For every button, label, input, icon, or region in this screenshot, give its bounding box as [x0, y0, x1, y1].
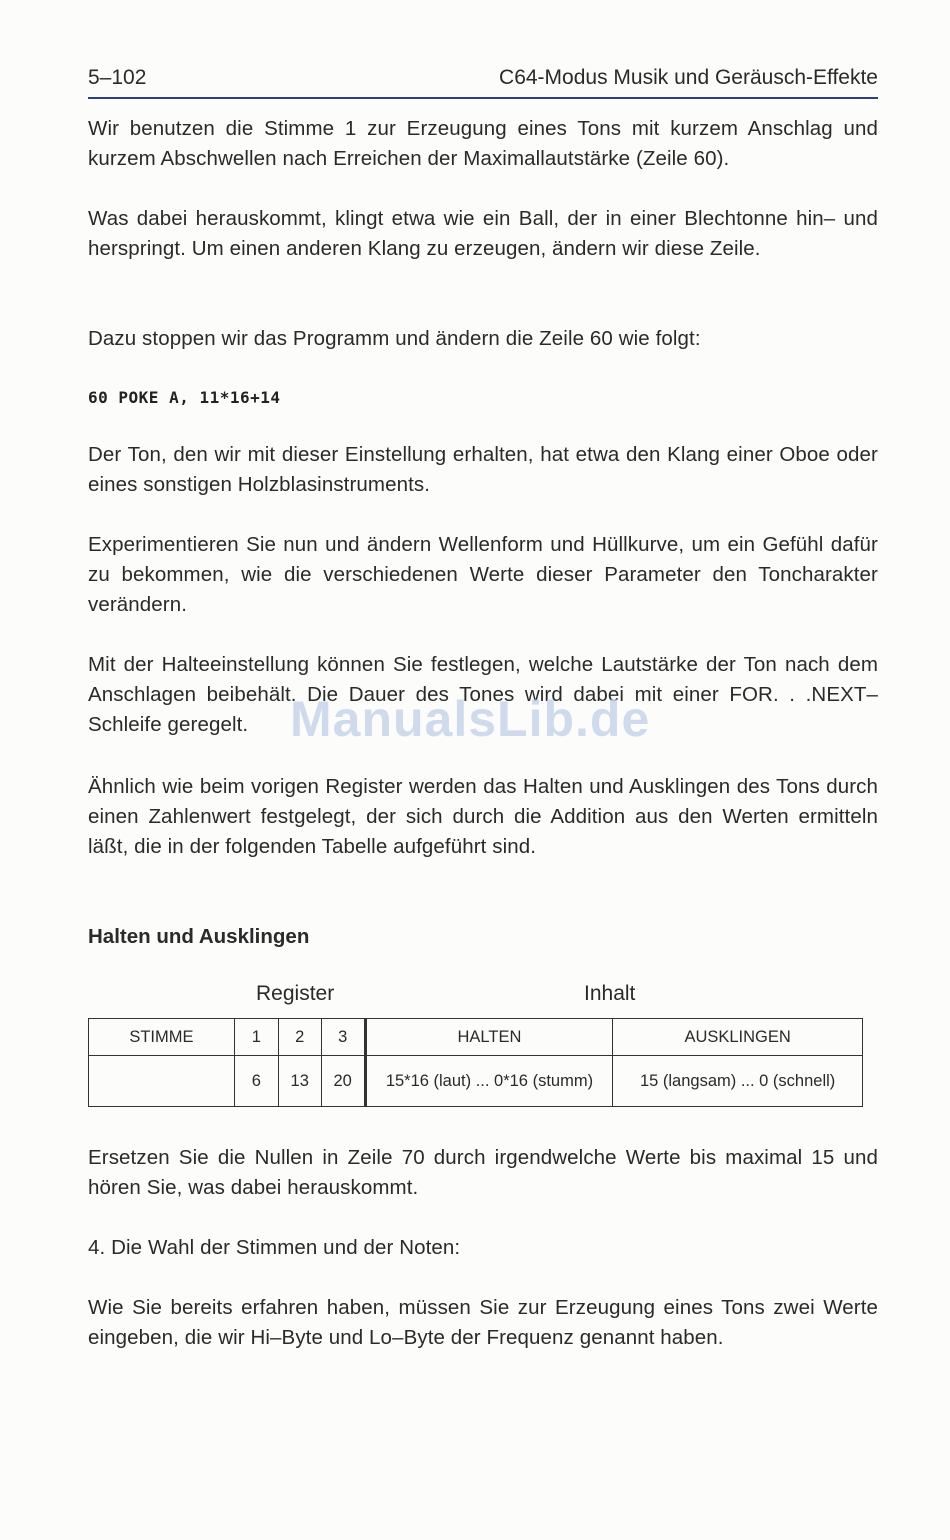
section-title: C64-Modus Musik und Geräusch-Effekte — [499, 66, 878, 89]
header-halten: HALTEN — [365, 1019, 613, 1056]
register-table — [88, 1018, 863, 1107]
header-voice-2: 2 — [278, 1019, 321, 1056]
cell-halten: 15*16 (laut) ... 0*16 (stumm) — [365, 1056, 613, 1107]
header-rule — [88, 97, 878, 99]
table-label-inhalt: Inhalt — [584, 982, 636, 1005]
paragraph-7: Ähnlich wie beim vorigen Register werden das Halten und Ausklingen des Tons durch einen Zahlenwert festgelegt, der sich durch die Addition aus den Werten ermitteln läßt, die in der folgenden Tabelle aufgeführt sind. — [88, 775, 878, 858]
cell-voice-1: 6 — [234, 1056, 278, 1107]
paragraph-9: 4. Die Wahl der Stimmen und der Noten: — [88, 1236, 461, 1259]
table-label-register: Register — [256, 982, 335, 1005]
cell-ausklingen: 15 (langsam) ... 0 (schnell) — [613, 1056, 863, 1107]
code-line: 60 POKE A, 11*16+14 — [88, 388, 281, 407]
watermark: ManualsLib.de — [290, 691, 651, 747]
cell-stimme — [89, 1056, 235, 1107]
header-voice-1: 1 — [234, 1019, 278, 1056]
paragraph-2: Was dabei herauskommt, klingt etwa wie ein Ball, der in einer Blechtonne hin– und herspringt. Um einen anderen Klang zu erzeugen, ändern wir diese Zeile. — [88, 207, 878, 260]
cell-voice-2: 13 — [278, 1056, 321, 1107]
page-number: 5–102 — [88, 66, 147, 89]
cell-voice-3: 20 — [321, 1056, 365, 1107]
header-voice-3: 3 — [321, 1019, 365, 1056]
paragraph-5: Experimentieren Sie nun und ändern Wellenform und Hüllkurve, um ein Gefühl dafür zu bekommen, wie die verschiedenen Werte dieser Parameter den Toncharakter verändern. — [88, 533, 878, 616]
header-stimme: STIMME — [89, 1019, 235, 1056]
table-row — [89, 1056, 863, 1107]
section-heading: Halten und Ausklingen — [88, 925, 310, 948]
paragraph-8: Ersetzen Sie die Nullen in Zeile 70 durch irgendwelche Werte bis maximal 15 und hören Sie, was dabei herauskommt. — [88, 1146, 878, 1199]
paragraph-1: Wir benutzen die Stimme 1 zur Erzeugung eines Tons mit kurzem Anschlag und kurzem Abschwellen nach Erreichen der Maximallautstärke (Zeile 60). — [88, 117, 878, 170]
paragraph-4: Der Ton, den wir mit dieser Einstellung erhalten, hat etwa den Klang einer Oboe oder eines sonstigen Holzblasinstruments. — [88, 443, 878, 496]
header-ausklingen: AUSKLINGEN — [613, 1019, 863, 1056]
paragraph-3: Dazu stoppen wir das Programm und ändern die Zeile 60 wie folgt: — [88, 327, 701, 350]
paragraph-6: Mit der Halteeinstellung können Sie festlegen, welche Lautstärke der Ton nach dem Anschlagen beibehält. Die Dauer des Tones wird dabei mit einer FOR. . .NEXT–Schleife geregelt. — [88, 653, 878, 736]
paragraph-10: Wie Sie bereits erfahren haben, müssen Sie zur Erzeugung eines Tons zwei Werte eingeben, die wir Hi–Byte und Lo–Byte der Frequenz genannt haben. — [88, 1296, 878, 1349]
table-header-row — [89, 1019, 863, 1056]
